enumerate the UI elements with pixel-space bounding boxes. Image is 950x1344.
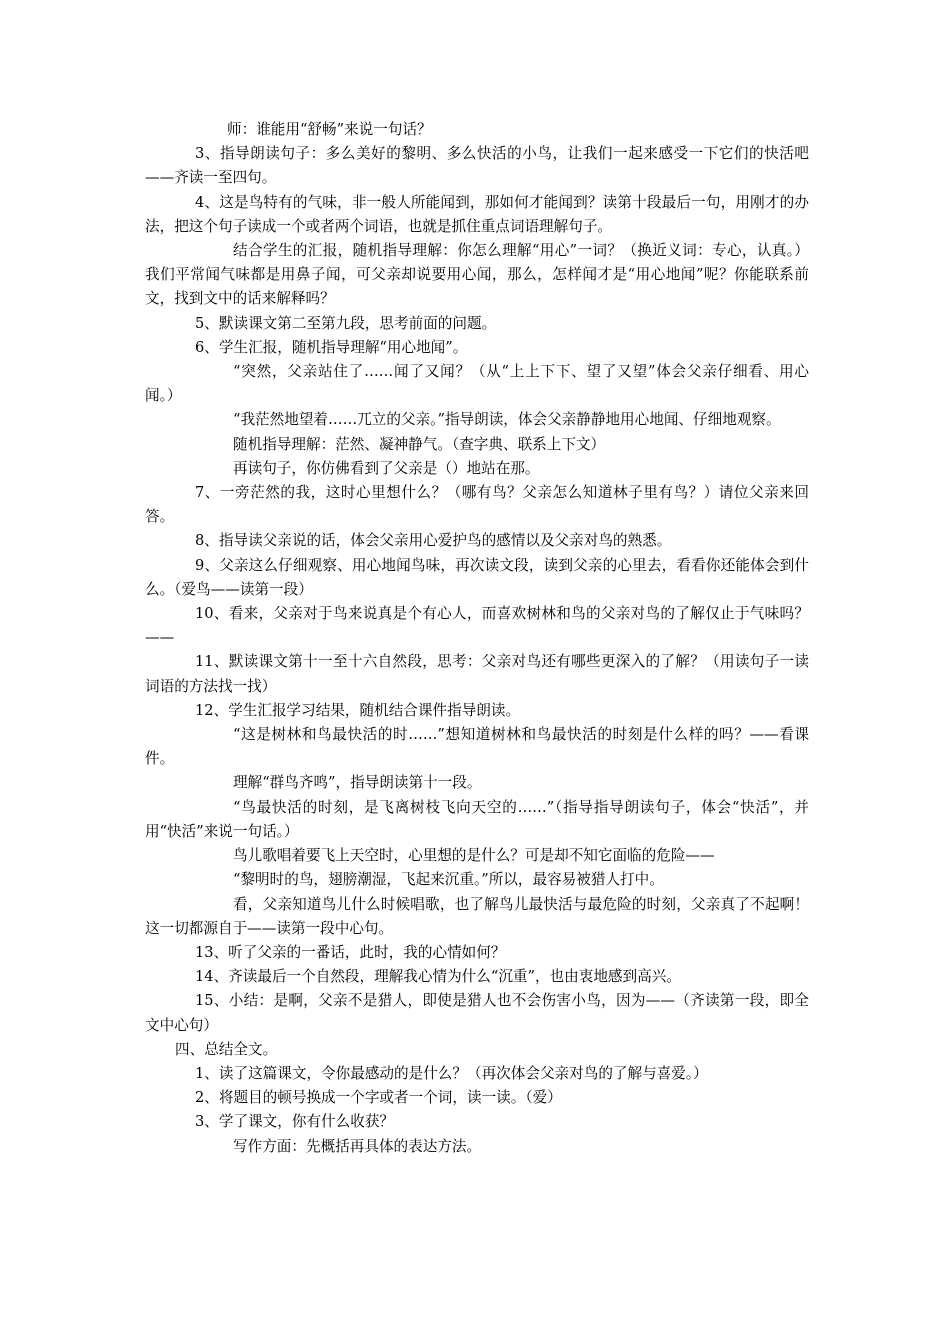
paragraph: 看，父亲知道鸟儿什么时候唱歌，也了解鸟儿最快活与最危险的时刻，父亲真了不起啊！这一切都源自于——读第一段中心句。: [145, 895, 809, 937]
paragraph: 再读句子，你仿佛看到了父亲是（）地站在那。: [233, 459, 540, 477]
paragraph: 14、齐读最后一个自然段，理解我心情为什么“沉重”，也由衷地感到高兴。: [195, 968, 681, 986]
paragraph: 鸟儿歌唱着要飞上天空时，心里想的是什么？可是却不知它面临的危险——: [233, 847, 715, 865]
paragraph: 3、学了课文，你有什么收获？: [195, 1113, 395, 1131]
paragraph: 7、一旁茫然的我，这时心里想什么？（哪有鸟？父亲怎么知道林子里有鸟？）请位父亲来回答。: [145, 484, 809, 526]
paragraph: “突然，父亲站住了……闻了又闻？（从“上上下下、望了又望”体会父亲仔细看、用心闻。）: [145, 363, 809, 405]
document-body: [145, 118, 809, 1159]
paragraph: 6、学生汇报，随机指导理解“用心地闻”。: [195, 338, 468, 356]
paragraph: 5、默读课文第二至第九段，思考前面的问题。: [195, 314, 497, 332]
paragraph: 四、总结全文。: [175, 1040, 278, 1058]
paragraph: 随机指导理解：茫然、凝神静气。（查字典、联系上下文）: [233, 435, 606, 453]
paragraph: 12、学生汇报学习结果，随机结合课件指导朗读。: [195, 701, 521, 719]
paragraph: 9、父亲这么仔细观察、用心地闻鸟味，再次读文段，读到父亲的心里去，看看你还能体会到什么。（爱鸟——读第一段）: [145, 556, 809, 598]
paragraph: 师：谁能用“舒畅”来说一句话？: [227, 121, 432, 138]
paragraph: “黎明时的鸟，翅膀潮湿，飞起来沉重。”所以，最容易被猎人打中。: [233, 871, 664, 889]
paragraph: 13、听了父亲的一番话，此时，我的心情如何？: [195, 943, 506, 961]
paragraph: “这是树林和鸟最快活的时……”想知道树林和鸟最快活的时刻是什么样的吗？——看课件。: [145, 726, 809, 768]
paragraph: 10、看来，父亲对于鸟来说真是个有心人，而喜欢树林和鸟的父亲对鸟的了解仅止于气味吗？——: [145, 605, 809, 647]
paragraph: 11、默读课文第十一至十六自然段，思考：父亲对鸟还有哪些更深入的了解？（用读句子一读词语的方法找一找）: [145, 653, 809, 695]
paragraph: “鸟最快活的时刻，是飞离树枝飞向天空的……”（指导指导朗读句子，体会“快活”，并用“快活”来说一句话。）: [145, 798, 809, 840]
paragraph: 结合学生的汇报，随机指导理解：你怎么理解“用心”一词？（换近义词：专心，认真。）我们平常闻气味都是用鼻子闻，可父亲却说要用心闻，那么，怎样闻才是“用心地闻”呢？你能联系前文，找到文中的话来解释吗？: [145, 242, 809, 308]
paragraph: 8、指导读父亲说的话，体会父亲用心爱护鸟的感情以及父亲对鸟的熟悉。: [195, 532, 672, 550]
paragraph: “我茫然地望着……兀立的父亲。”指导朗读，体会父亲静静地用心地闻、仔细地观察。: [233, 411, 781, 429]
paragraph: 写作方面：先概括再具体的表达方法。: [233, 1137, 482, 1155]
paragraph: 3、指导朗读句子：多么美好的黎明、多么快活的小鸟，让我们一起来感受一下它们的快活吧——齐读一至四句。: [145, 145, 809, 187]
paragraph: 4、这是鸟特有的气味，非一般人所能闻到，那如何才能闻到？读第十段最后一句，用刚才的办法，把这个句子读成一个或者两个词语，也就是抓住重点词语理解句子。: [145, 193, 809, 235]
paragraph: 1、读了这篇课文，令你最感动的是什么？（再次体会父亲对鸟的了解与喜爱。）: [195, 1064, 708, 1082]
paragraph: 2、将题目的顿号换成一个字或者一个词，读一读。（爱）: [195, 1089, 562, 1107]
paragraph: 15、小结：是啊，父亲不是猎人，即使是猎人也不会伤害小鸟，因为——（齐读第一段，即全文中心句）: [145, 992, 809, 1034]
paragraph: 理解“群鸟齐鸣”，指导朗读第十一段。: [233, 774, 482, 792]
